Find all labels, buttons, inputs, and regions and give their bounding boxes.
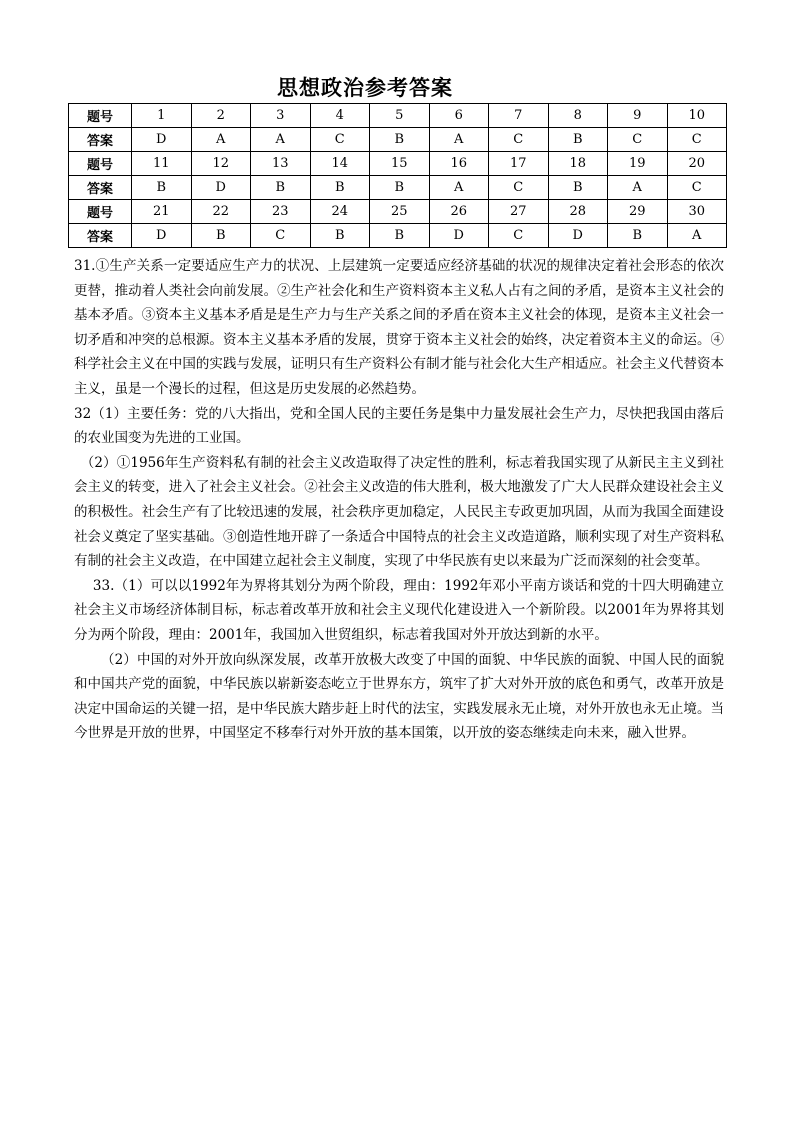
- question-number-row: [69, 152, 727, 176]
- question-number-cell: 10: [667, 104, 727, 128]
- answer-33-1: 33.（1）可以以1992年为界将其划分为两个阶段，理由：1992年邓小平南方谈话和党的十四大明确建立社会主义市场经济体制目标，标志着改革开放和社会主义现代化建设进入一个新阶段。以2001年为界将其划分为两个阶段，理由：2001年，我国加入世贸组织，标志着我国对外开放达到新的水平。: [74, 577, 724, 643]
- answer-cell: D: [429, 224, 489, 248]
- question-number-cell: 8: [548, 104, 608, 128]
- question-number-cell: 2: [191, 104, 251, 128]
- answer-cell: B: [548, 176, 608, 200]
- question-number-cell: 4: [310, 104, 370, 128]
- answer-row: [69, 176, 727, 200]
- question-number-cell: 19: [608, 152, 668, 176]
- answer-32-2: （2）①1956年生产资料私有制的社会主义改造取得了决定性的胜利，标志着我国实现了从新民主主义到社会主义的转变，进入了社会主义社会。②社会主义改造的伟大胜利，极大地激发了广大人民群众建设社会主义的积极性。社会生产有了比较迅速的发展，社会秩序更加稳定，人民民主专政更加巩固，从而为我国全面建设社会义奠定了坚实基础。③创造性地开辟了一条适合中国特点的社会主义改造道路，顺利实现了对生产资料私有制的社会主义改造，在中国建立起社会主义制度，实现了中华民族有史以来最为广泛而深刻的社会变革。: [74, 454, 724, 570]
- answer-row: [69, 224, 727, 248]
- row-label-answer: 答案: [69, 128, 132, 152]
- question-number-cell: 16: [429, 152, 489, 176]
- row-label-question: 题号: [69, 152, 132, 176]
- row-label-answer: 答案: [69, 224, 132, 248]
- answer-cell: C: [667, 176, 727, 200]
- answer-cell: D: [548, 224, 608, 248]
- question-number-cell: 25: [370, 200, 430, 224]
- question-number-cell: 21: [132, 200, 192, 224]
- question-number-cell: 17: [489, 152, 549, 176]
- answer-cell: B: [608, 224, 668, 248]
- answer-cell: D: [132, 224, 192, 248]
- answer-cell: A: [191, 128, 251, 152]
- row-label-answer: 答案: [69, 176, 132, 200]
- question-number-cell: 27: [489, 200, 549, 224]
- answer-cell: B: [370, 224, 430, 248]
- answer-table: [68, 103, 727, 248]
- answer-31: 31.①生产关系一定要适应生产力的状况、上层建筑一定要适应经济基础的状况的规律决定着社会形态的依次更替，推动着人类社会向前发展。②生产社会化和生产资料资本主义私人占有之间的矛盾，是资本主义社会的基本矛盾。③资本主义基本矛盾是是生产力与生产关系之间的矛盾在资本主义社会的体现，是资本主义社会一切矛盾和冲突的总根源。资本主义基本矛盾的发展，贯穿于资本主义社会的始终，决定着资本主义的命运。④科学社会主义在中国的实践与发展，证明只有生产资料公有制才能与社会化大生产相适应。社会主义代替资本主义，虽是一个漫长的过程，但这是历史发展的必然趋势。: [74, 258, 724, 397]
- answer-cell: C: [489, 128, 549, 152]
- answer-cell: A: [667, 224, 727, 248]
- question-number-cell: 18: [548, 152, 608, 176]
- answer-cell: C: [667, 128, 727, 152]
- answer-cell: A: [429, 176, 489, 200]
- answer-cell: B: [132, 176, 192, 200]
- answer-cell: D: [191, 176, 251, 200]
- answer-cell: A: [608, 176, 668, 200]
- question-number-cell: 15: [370, 152, 430, 176]
- answer-cell: A: [429, 128, 489, 152]
- answer-cell: C: [608, 128, 668, 152]
- question-number-cell: 11: [132, 152, 192, 176]
- row-label-question: 题号: [69, 200, 132, 224]
- question-number-cell: 1: [132, 104, 192, 128]
- answer-cell: B: [370, 128, 430, 152]
- answer-cell: C: [489, 224, 549, 248]
- question-number-cell: 23: [251, 200, 311, 224]
- answer-row: [69, 128, 727, 152]
- answer-32-1: 32（1）主要任务：党的八大指出，党和全国人民的主要任务是集中力量发展社会生产力，尽快把我国由落后的农业国变为先进的工业国。: [74, 405, 724, 447]
- answer-cell: B: [191, 224, 251, 248]
- question-number-cell: 5: [370, 104, 430, 128]
- question-number-cell: 9: [608, 104, 668, 128]
- question-number-cell: 20: [667, 152, 727, 176]
- answer-text: [74, 254, 724, 746]
- answer-cell: B: [310, 224, 370, 248]
- row-label-question: 题号: [69, 104, 132, 128]
- answer-cell: C: [251, 224, 311, 248]
- answer-cell: B: [548, 128, 608, 152]
- question-number-cell: 6: [429, 104, 489, 128]
- answer-cell: C: [489, 176, 549, 200]
- question-number-cell: 24: [310, 200, 370, 224]
- question-number-cell: 28: [548, 200, 608, 224]
- question-number-row: [69, 104, 727, 128]
- answer-cell: A: [251, 128, 311, 152]
- answer-cell: C: [310, 128, 370, 152]
- question-number-cell: 7: [489, 104, 549, 128]
- page-title: 思想政治参考答案: [277, 76, 453, 100]
- answer-33-2: （2）中国的对外开放向纵深发展，改革开放极大改变了中国的面貌、中华民族的面貌、中国人民的面貌和中国共产党的面貌，中华民族以崭新姿态屹立于世界东方，筑牢了扩大对外开放的底色和勇气，改革开放是决定中国命运的关键一招，是中华民族大踏步赶上时代的法宝，实践发展永无止境，对外开放也永无止境。当今世界是开放的世界，中国坚定不移奉行对外开放的基本国策，以开放的姿态继续走向未来，融入世界。: [74, 651, 724, 742]
- question-number-cell: 3: [251, 104, 311, 128]
- answer-cell: D: [132, 128, 192, 152]
- answer-cell: B: [310, 176, 370, 200]
- question-number-cell: 26: [429, 200, 489, 224]
- question-number-cell: 22: [191, 200, 251, 224]
- question-number-cell: 13: [251, 152, 311, 176]
- answer-cell: B: [370, 176, 430, 200]
- question-number-cell: 29: [608, 200, 668, 224]
- answer-cell: B: [251, 176, 311, 200]
- question-number-cell: 14: [310, 152, 370, 176]
- question-number-cell: 30: [667, 200, 727, 224]
- question-number-row: [69, 200, 727, 224]
- question-number-cell: 12: [191, 152, 251, 176]
